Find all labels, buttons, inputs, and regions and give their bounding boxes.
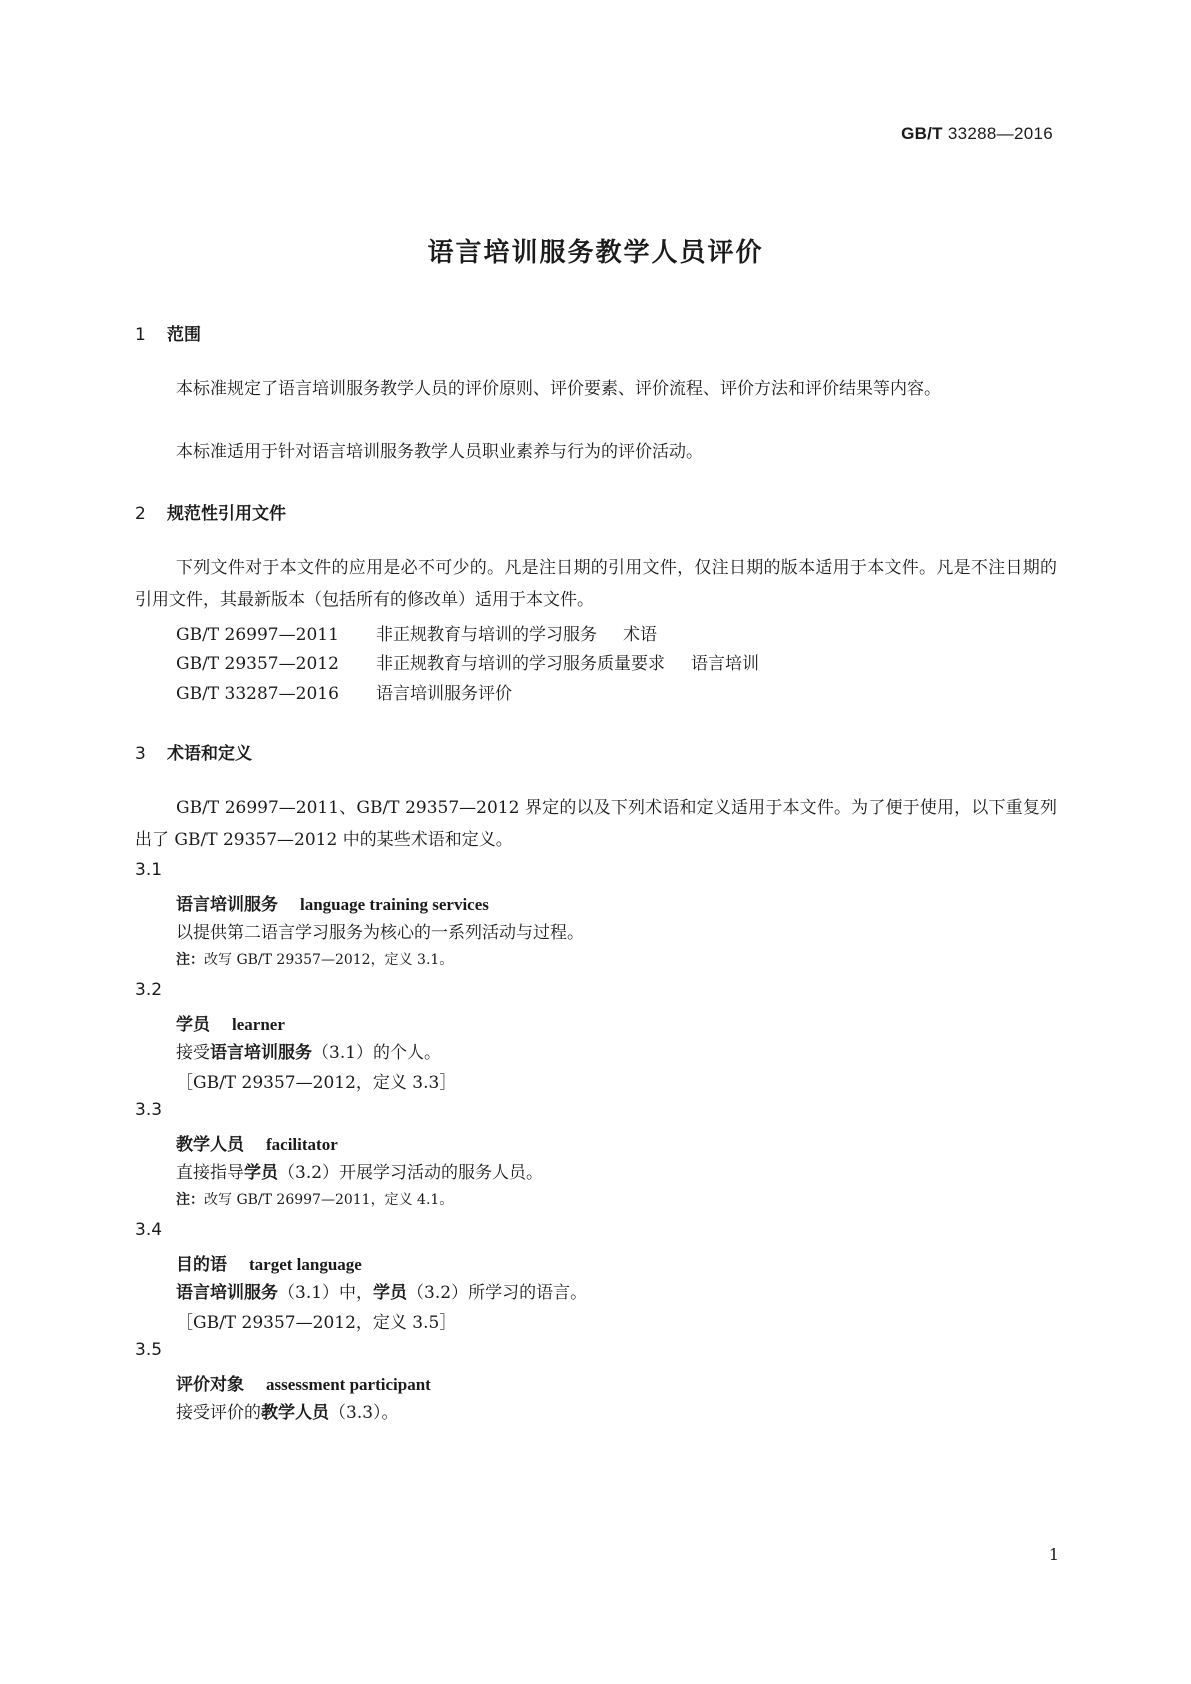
reference-title: 非正规教育与培训的学习服务质量要求 [376, 654, 665, 674]
term-en: facilitator [266, 1135, 338, 1154]
term-heading [176, 1370, 431, 1395]
note-label: 注： [176, 952, 204, 968]
term-note [176, 949, 453, 969]
document-code-prefix: GB/T [901, 124, 943, 143]
term-number: 3.1 [135, 860, 163, 880]
section-3-heading [135, 739, 252, 764]
term-heading [176, 1130, 338, 1155]
reference-suffix: 语言培训 [691, 654, 759, 674]
term-heading [176, 1010, 285, 1035]
section-2-title: 规范性引用文件 [167, 504, 286, 524]
term-en: assessment participant [266, 1375, 431, 1394]
term-definition [176, 1398, 399, 1423]
term-source: ［GB/T 29357—2012，定义 3.5］ [176, 1313, 457, 1333]
section-1-heading [135, 320, 201, 345]
definition-term-reference: 语言培训服务 [210, 1043, 312, 1063]
term-zh: 语言培训服务 [176, 895, 278, 915]
reference-item [176, 620, 657, 645]
section-2-number: 2 [135, 504, 146, 524]
term-source: ［GB/T 29357—2012，定义 3.3］ [176, 1073, 457, 1093]
term-en: language training services [300, 895, 489, 914]
term-zh: 评价对象 [176, 1375, 244, 1395]
reference-title: 语言培训服务评价 [376, 684, 512, 704]
note-text: 改写 GB/T 29357—2012，定义 3.1。 [204, 952, 454, 968]
section-2-heading [135, 499, 286, 524]
definition-text: （3.2）所学习的语言。 [407, 1283, 588, 1303]
document-code-number: 33288—2016 [947, 124, 1053, 143]
term-number: 3.4 [135, 1220, 163, 1240]
term-heading [176, 890, 489, 915]
term-zh: 学员 [176, 1015, 210, 1035]
reference-code: GB/T 29357—2012 [176, 654, 339, 674]
page-title: 语言培训服务教学人员评价 [427, 238, 764, 268]
term-zh: 目的语 [176, 1255, 227, 1275]
section-1-number: 1 [135, 325, 146, 345]
definition-text: （3.2）开展学习活动的服务人员。 [278, 1163, 544, 1183]
section-3-title: 术语和定义 [167, 744, 252, 764]
term-definition: 以提供第二语言学习服务为核心的一系列活动与过程。 [176, 923, 584, 943]
page-number: 1 [1048, 1545, 1059, 1564]
definition-term-reference: 语言培训服务 [176, 1283, 278, 1303]
definition-text: （3.3）。 [329, 1403, 399, 1423]
section-1-paragraph-1: 本标准规定了语言培训服务教学人员的评价原则、评价要素、评价流程、评价方法和评价结果等内容。 [176, 379, 941, 399]
section-3-paragraph-1: GB/T 26997—2011、GB/T 29357—2012 界定的以及下列术语和定义适用于本文件。为了便于使用，以下重复列出了 GB/T 29357—2012 中的某些术语和定义。 [135, 798, 1057, 850]
note-label: 注： [176, 1192, 204, 1208]
term-number: 3.2 [135, 980, 163, 1000]
reference-code: GB/T 33287—2016 [176, 684, 339, 704]
term-note [176, 1189, 453, 1209]
term-definition [176, 1278, 587, 1303]
section-1-paragraph-2: 本标准适用于针对语言培训服务教学人员职业素养与行为的评价活动。 [176, 442, 703, 462]
definition-term-reference: 教学人员 [261, 1403, 329, 1423]
definition-term-reference: 学员 [373, 1283, 408, 1303]
section-1-title: 范围 [167, 325, 201, 345]
section-2-paragraph-1: 下列文件对于本文件的应用是必不可少的。凡是注日期的引用文件，仅注日期的版本适用于本文件。凡是不注日期的引用文件，其最新版本（包括所有的修改单）适用于本文件。 [135, 558, 1057, 610]
document-code [901, 124, 1053, 144]
term-en: learner [232, 1015, 285, 1034]
reference-title: 非正规教育与培训的学习服务 [376, 625, 597, 645]
term-zh: 教学人员 [176, 1135, 244, 1155]
term-heading [176, 1250, 362, 1275]
definition-text: 接受 [176, 1043, 210, 1063]
definition-text: （3.1）中， [278, 1283, 374, 1303]
definition-term-reference: 学员 [244, 1163, 278, 1183]
section-3-number: 3 [135, 744, 146, 764]
term-number: 3.5 [135, 1340, 163, 1360]
reference-item [176, 679, 512, 704]
definition-text: 直接指导 [176, 1163, 244, 1183]
reference-suffix: 术语 [623, 625, 657, 645]
term-definition [176, 1158, 543, 1183]
term-definition [176, 1038, 441, 1063]
definition-text: （3.1）的个人。 [312, 1043, 442, 1063]
reference-item [176, 649, 759, 674]
term-number: 3.3 [135, 1100, 163, 1120]
definition-text: 接受评价的 [176, 1403, 261, 1423]
note-text: 改写 GB/T 26997—2011，定义 4.1。 [204, 1192, 454, 1208]
reference-code: GB/T 26997—2011 [176, 625, 339, 645]
term-en: target language [249, 1255, 362, 1274]
